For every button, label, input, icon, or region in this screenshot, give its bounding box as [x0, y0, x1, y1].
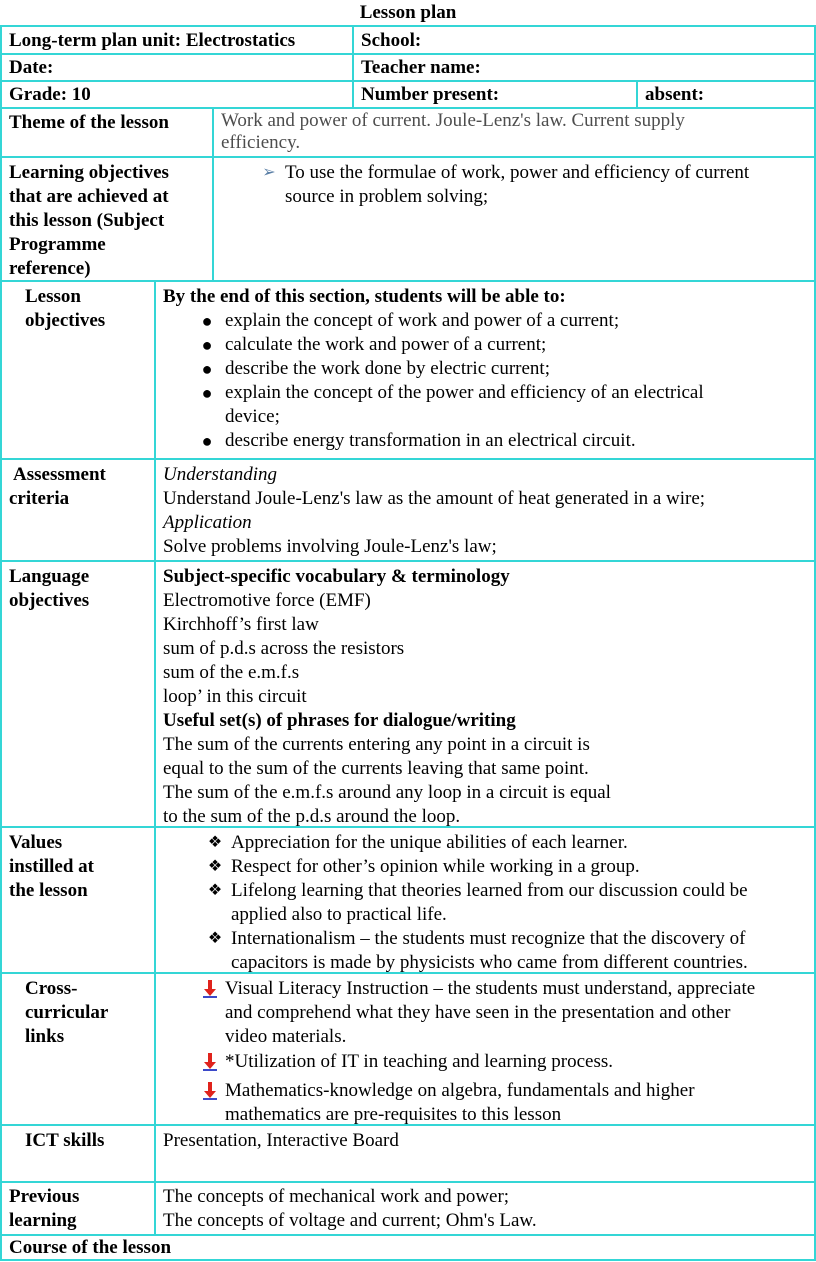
teacher-cell	[352, 55, 814, 80]
previous-row	[0, 1181, 816, 1234]
cross-row	[0, 972, 816, 1124]
absent-label: absent:	[645, 84, 705, 105]
bullet-dot-icon: ●	[201, 383, 213, 403]
present-label: Number present:	[361, 84, 500, 105]
previous-text-cell	[154, 1183, 814, 1234]
theme-line: efficiency.	[221, 132, 301, 153]
previous-label: learning	[9, 1210, 77, 1231]
header-row-unit	[0, 25, 816, 53]
ict-label-cell	[2, 1126, 154, 1181]
lesson-objectives-label-cell	[2, 282, 154, 458]
list-item: ➢ To use the formulae of work, power and efficiency of current source in problem solving;	[221, 161, 807, 209]
cross-text-cell	[154, 974, 814, 1124]
theme-label: Theme of the lesson	[9, 112, 169, 133]
unit-label: Long-term plan unit: Electrostatics	[9, 30, 296, 51]
language-label-cell	[2, 562, 154, 826]
phrase-line: equal to the sum of the currents leaving that same point.	[163, 758, 589, 779]
list-item: Visual Literacy Instruction – the students must understand, appreciate and comprehend what they have seen in the presentation and other video materials.	[163, 977, 812, 1049]
theme-line: Work and power of current. Joule-Lenz's law. Current supply	[221, 110, 685, 131]
previous-line: The concepts of voltage and current; Ohm's Law.	[163, 1210, 537, 1231]
language-text-cell	[154, 562, 814, 826]
school-cell	[352, 27, 814, 53]
vocab-line: loop’ in this circuit	[163, 686, 307, 707]
assessment-text-cell	[154, 460, 814, 560]
list-item: *Utilization of IT in teaching and learning process.	[163, 1050, 812, 1074]
unit-cell	[2, 27, 352, 53]
diamond-bullet-icon: ❖	[207, 834, 223, 851]
values-label: Values	[9, 832, 63, 853]
bullet-dot-icon: ●	[201, 359, 213, 379]
header-row-grade	[0, 80, 816, 107]
values-label-cell	[2, 828, 154, 972]
ict-label: ICT skills	[25, 1130, 105, 1151]
cross-label: links	[25, 1026, 65, 1047]
lesson-objectives-intro: By the end of this section, students will be able to:	[163, 286, 566, 307]
phrases-heading: Useful set(s) of phrases for dialogue/writing	[163, 710, 516, 731]
learning-objectives-label-cell	[2, 158, 212, 280]
bullet-dot-icon: ●	[201, 311, 213, 331]
list-item: ❖ Respect for other’s opinion while working in a group.	[163, 855, 812, 879]
cross-list	[163, 977, 812, 1124]
course-row	[0, 1234, 816, 1261]
lesson-objectives-list	[163, 309, 807, 453]
lesson-objectives-row	[0, 280, 816, 458]
learning-objectives-label: Learning objectives	[9, 162, 169, 183]
lesson-objectives-label: Lesson	[25, 286, 81, 307]
values-label: the lesson	[9, 880, 88, 901]
previous-label-cell	[2, 1183, 154, 1234]
course-label: Course of the lesson	[9, 1237, 172, 1258]
bullet-dot-icon: ●	[201, 431, 213, 451]
vocab-heading: Subject-specific vocabulary & terminology	[163, 566, 510, 587]
understanding-label: Understanding	[163, 464, 277, 485]
learning-objectives-label: Programme	[9, 234, 106, 255]
arrow-down-icon	[203, 1053, 217, 1071]
diamond-bullet-icon: ❖	[207, 930, 223, 947]
learning-objectives-label: reference)	[9, 258, 91, 279]
list-item: Mathematics-knowledge on algebra, fundamentals and higher mathematics are pre-requisites to this lesson	[163, 1079, 812, 1124]
list-item: ● describe the work done by electric current;	[163, 357, 807, 381]
application-text: Solve problems involving Joule-Lenz's law;	[163, 536, 497, 557]
learning-objectives-label: that are achieved at	[9, 186, 169, 207]
grade-label: Grade: 10	[9, 84, 91, 105]
assessment-label-cell	[2, 460, 154, 560]
assessment-row	[0, 458, 816, 560]
values-row	[0, 826, 816, 972]
previous-line: The concepts of mechanical work and power;	[163, 1186, 510, 1207]
previous-label: Previous	[9, 1186, 80, 1207]
bullet-dot-icon: ●	[201, 335, 213, 355]
theme-text-cell	[212, 109, 814, 156]
learning-objectives-label: this lesson (Subject	[9, 210, 165, 231]
learning-objectives-text-cell	[212, 158, 814, 280]
list-item: ❖ Lifelong learning that theories learned from our discussion could be applied also to practical life.	[163, 879, 812, 927]
assessment-label: Assessment	[13, 464, 106, 485]
absent-cell	[636, 82, 814, 107]
vocab-line: sum of p.d.s across the resistors	[163, 638, 405, 659]
ict-text-cell	[154, 1126, 814, 1181]
values-list	[163, 831, 812, 972]
teacher-label: Teacher name:	[361, 57, 481, 78]
learning-objectives-list	[221, 161, 807, 209]
phrase-line: The sum of the e.m.f.s around any loop in a circuit is equal	[163, 782, 611, 803]
present-cell	[352, 82, 636, 107]
language-label: Language	[9, 566, 90, 587]
page-title: Lesson plan	[359, 2, 457, 23]
vocab-line: Kirchhoff’s first law	[163, 614, 319, 635]
assessment-label: criteria	[9, 488, 70, 509]
language-row	[0, 560, 816, 826]
arrow-down-icon	[203, 980, 217, 998]
theme-row	[0, 107, 816, 156]
header-row-date	[0, 53, 816, 80]
diamond-bullet-icon: ❖	[207, 882, 223, 899]
date-label: Date:	[9, 57, 54, 78]
course-label-cell	[2, 1236, 814, 1259]
ict-row	[0, 1124, 816, 1181]
list-item: ● explain the concept of work and power of a current;	[163, 309, 807, 333]
understanding-text: Understand Joule-Lenz's law as the amount of heat generated in a wire;	[163, 488, 706, 509]
arrow-down-icon	[203, 1082, 217, 1100]
list-item: ❖ Appreciation for the unique abilities of each learner.	[163, 831, 812, 855]
diamond-bullet-icon: ❖	[207, 858, 223, 875]
list-item: ● describe energy transformation in an electrical circuit.	[163, 429, 807, 453]
cross-label: Cross-	[25, 978, 78, 999]
vocab-line: Electromotive force (EMF)	[163, 590, 371, 611]
theme-label-cell	[2, 109, 212, 156]
list-item: ❖ Internationalism – the students must recognize that the discovery of capacitors is made by physicists who came from different countries.	[163, 927, 812, 972]
school-label: School:	[361, 30, 422, 51]
phrase-line: The sum of the currents entering any point in a circuit is	[163, 734, 590, 755]
lesson-objectives-label: objectives	[25, 310, 106, 331]
date-cell	[2, 55, 352, 80]
learning-objectives-row	[0, 156, 816, 280]
values-label: instilled at	[9, 856, 94, 877]
language-label: objectives	[9, 590, 90, 611]
list-item: ● explain the concept of the power and efficiency of an electrical device;	[163, 381, 807, 429]
grade-cell	[2, 82, 352, 107]
cross-label-cell	[2, 974, 154, 1124]
cross-label: curricular	[25, 1002, 109, 1023]
lesson-objectives-text-cell	[154, 282, 814, 458]
vocab-line: sum of the e.m.f.s	[163, 662, 300, 683]
list-item: ● calculate the work and power of a current;	[163, 333, 807, 357]
arrow-bullet-icon: ➢	[262, 164, 276, 181]
ict-text: Presentation, Interactive Board	[163, 1130, 399, 1151]
phrase-line: to the sum of the p.d.s around the loop.	[163, 806, 461, 826]
values-text-cell	[154, 828, 814, 972]
application-label: Application	[163, 512, 252, 533]
